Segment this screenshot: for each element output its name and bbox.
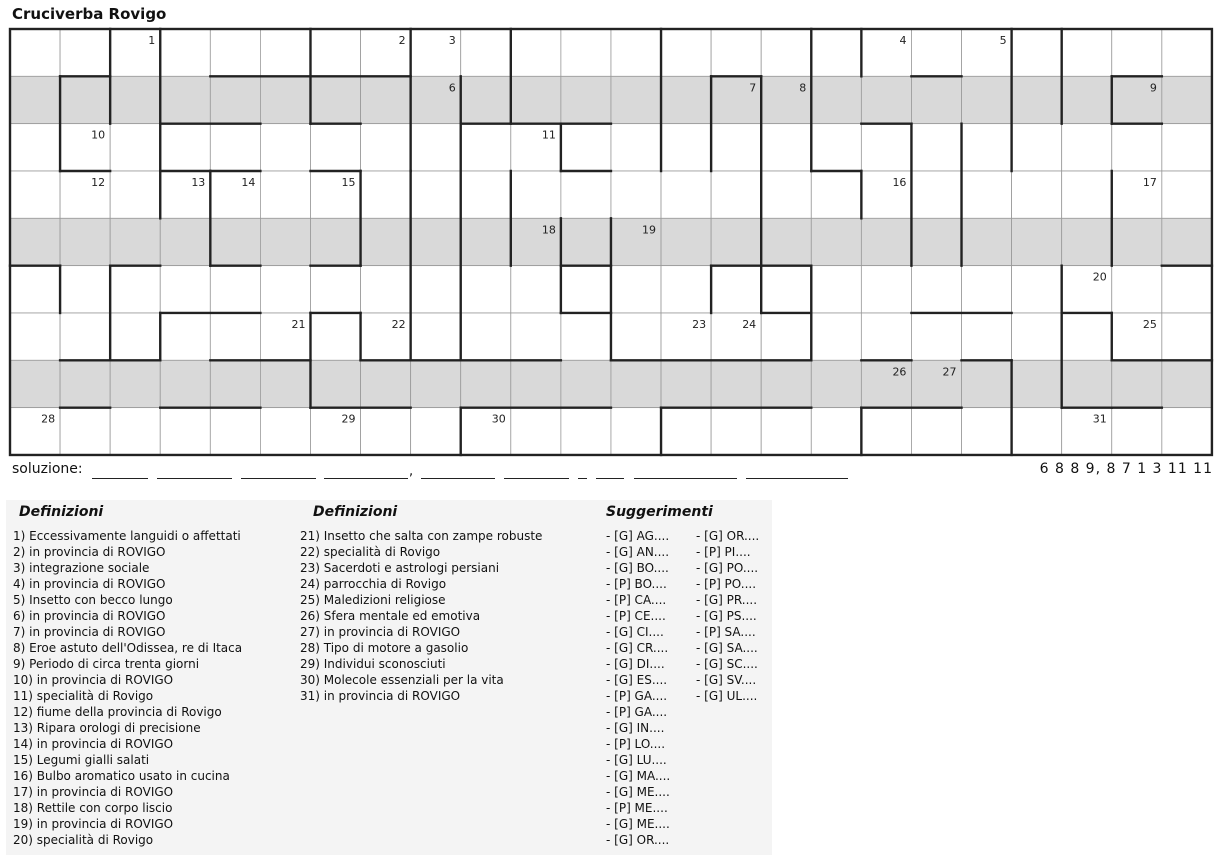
grid-cell[interactable] — [761, 408, 811, 455]
grid-cell[interactable] — [811, 29, 861, 76]
grid-cell[interactable] — [1112, 408, 1162, 455]
grid-cell[interactable] — [911, 171, 961, 218]
grid-cell[interactable] — [1012, 29, 1062, 76]
grid-cell[interactable] — [711, 360, 761, 407]
clue-item: 2) in provincia di ROVIGO — [13, 545, 166, 559]
clue-number: 11 — [541, 128, 556, 142]
solution-blank[interactable] — [241, 470, 316, 479]
clue-item: 26) Sfera mentale ed emotiva — [300, 609, 481, 623]
clue-item: 20) specialità di Rovigo — [13, 833, 154, 847]
grid-cell[interactable] — [911, 313, 961, 360]
grid-cell[interactable] — [310, 29, 360, 76]
grid-cell[interactable] — [1012, 76, 1062, 123]
grid-cell[interactable] — [411, 171, 461, 218]
clue-item: 9) Periodo di circa trenta giorni — [13, 657, 200, 671]
grid-cell[interactable] — [711, 29, 761, 76]
grid-cell[interactable] — [511, 171, 561, 218]
grid-cell[interactable] — [861, 408, 911, 455]
grid-cell[interactable] — [1162, 313, 1212, 360]
grid-cell[interactable] — [110, 408, 160, 455]
grid-cell[interactable] — [761, 360, 811, 407]
solution-comma: , — [409, 464, 414, 479]
grid-cell[interactable] — [811, 218, 861, 265]
clue-item: 22) specialità di Rovigo — [300, 545, 441, 559]
grid-cell[interactable] — [1012, 360, 1062, 407]
grid-cell[interactable] — [210, 124, 260, 171]
grid-cell[interactable] — [761, 313, 811, 360]
solution-word-lengths: 6 8 8 9, 8 7 1 3 11 11 — [1039, 461, 1213, 477]
hint-item: - [G] CI.... — [606, 625, 664, 639]
clue-item: 25) Maledizioni religiose — [300, 593, 446, 607]
clue-item: 23) Sacerdoti e astrologi persiani — [300, 561, 500, 575]
solution-blank[interactable] — [157, 470, 232, 479]
clue-number: 29 — [341, 412, 356, 426]
clue-item: 5) Insetto con becco lungo — [13, 593, 173, 607]
clue-list-left — [13, 528, 242, 848]
solution-blank[interactable] — [324, 470, 408, 479]
grid-cell[interactable] — [160, 313, 210, 360]
hint-item: - [P] GA.... — [606, 705, 668, 719]
clue-item: 3) integrazione sociale — [13, 561, 150, 575]
grid-cell[interactable] — [1162, 360, 1212, 407]
grid-cell[interactable] — [60, 76, 110, 123]
clue-number: 16 — [892, 175, 907, 189]
grid-cell[interactable] — [310, 218, 360, 265]
grid-cell[interactable] — [1162, 76, 1212, 123]
grid-cell[interactable] — [1162, 218, 1212, 265]
hint-item: - [G] LU.... — [606, 753, 667, 767]
clue-list-right — [300, 528, 542, 704]
grid-cell[interactable] — [611, 76, 661, 123]
hint-item: - [P] CE.... — [606, 609, 666, 623]
grid-cell[interactable] — [911, 266, 961, 313]
grid-cell[interactable] — [1012, 124, 1062, 171]
hint-item: - [P] PI.... — [696, 545, 751, 559]
grid-cell[interactable] — [661, 124, 711, 171]
grid-cell[interactable] — [911, 124, 961, 171]
grid-cell[interactable] — [711, 124, 761, 171]
grid-cell[interactable] — [160, 29, 210, 76]
clue-item: 19) in provincia di ROVIGO — [13, 817, 174, 831]
clue-number: 2 — [398, 34, 406, 47]
grid-cell[interactable] — [110, 360, 160, 407]
hint-item: - [G] SA.... — [696, 641, 758, 655]
solution-blank[interactable] — [92, 470, 148, 479]
grid-cell[interactable] — [962, 313, 1012, 360]
clue-number: 7 — [749, 81, 757, 95]
grid-cell[interactable] — [661, 360, 711, 407]
grid-cell[interactable] — [711, 266, 761, 313]
definitions-heading-1: Definizioni — [19, 504, 104, 520]
grid-cell[interactable] — [761, 124, 811, 171]
grid-cell[interactable] — [461, 266, 511, 313]
solution-blank[interactable] — [746, 470, 848, 479]
grid-cell[interactable] — [10, 218, 60, 265]
grid-cell[interactable] — [661, 171, 711, 218]
grid-cell[interactable] — [561, 76, 611, 123]
grid-cell[interactable] — [310, 313, 360, 360]
clue-number: 20 — [1092, 270, 1107, 284]
grid-cell[interactable] — [411, 313, 461, 360]
grid-cell[interactable] — [260, 171, 310, 218]
grid-cell[interactable] — [761, 218, 811, 265]
grid-cell[interactable] — [160, 360, 210, 407]
grid-cell[interactable] — [310, 360, 360, 407]
grid-cell[interactable] — [1162, 266, 1212, 313]
grid-cell[interactable] — [461, 313, 511, 360]
grid-cell[interactable] — [461, 29, 511, 76]
grid-cell[interactable] — [411, 218, 461, 265]
grid-cell[interactable] — [511, 29, 561, 76]
grid-cell[interactable] — [260, 218, 310, 265]
hint-list-1 — [606, 528, 670, 848]
hint-item: - [G] DI.... — [606, 657, 665, 671]
grid-cell[interactable] — [260, 29, 310, 76]
grid-cell[interactable] — [310, 266, 360, 313]
grid-cell[interactable] — [561, 408, 611, 455]
grid-cell[interactable] — [561, 360, 611, 407]
grid-cell[interactable] — [1062, 124, 1112, 171]
grid-cell[interactable] — [260, 266, 310, 313]
hint-item: - [G] IN.... — [606, 721, 665, 735]
grid-cell[interactable] — [761, 171, 811, 218]
hint-item: - [P] GA.... — [606, 689, 668, 703]
hint-item: - [G] AN.... — [606, 545, 670, 559]
grid-cell[interactable] — [1162, 171, 1212, 218]
clue-number: 23 — [692, 317, 707, 331]
solution-blank[interactable] — [596, 470, 624, 479]
grid-cell[interactable] — [911, 76, 961, 123]
solution-blank[interactable] — [634, 470, 737, 479]
page-title: Cruciverba Rovigo — [12, 5, 167, 23]
grid-cell[interactable] — [310, 124, 360, 171]
grid-cell[interactable] — [1112, 360, 1162, 407]
grid-cell[interactable] — [661, 76, 711, 123]
grid-cell[interactable] — [1162, 124, 1212, 171]
grid-cell[interactable] — [10, 76, 60, 123]
hint-item: - [G] ES.... — [606, 673, 668, 687]
clue-number: 31 — [1092, 412, 1107, 426]
grid-cell[interactable] — [1012, 218, 1062, 265]
grid-cell[interactable] — [411, 266, 461, 313]
grid-cell[interactable] — [611, 266, 661, 313]
clue-item: 11) specialità di Rovigo — [13, 689, 154, 703]
grid-cell[interactable] — [110, 76, 160, 123]
grid-cell[interactable] — [661, 408, 711, 455]
grid-cell[interactable] — [561, 266, 611, 313]
clue-item: 10) in provincia di ROVIGO — [13, 673, 174, 687]
grid-cell[interactable] — [110, 124, 160, 171]
hint-item: - [G] SC.... — [696, 657, 758, 671]
grid-cell[interactable] — [10, 266, 60, 313]
grid-cell[interactable] — [461, 218, 511, 265]
grid-cell[interactable] — [461, 76, 511, 123]
grid-cell[interactable] — [160, 408, 210, 455]
grid-cell[interactable] — [361, 360, 411, 407]
hint-item: - [G] PO.... — [696, 561, 759, 575]
grid-cell[interactable] — [260, 408, 310, 455]
clue-number: 22 — [391, 317, 406, 331]
clue-number: 21 — [291, 317, 306, 331]
hint-item: - [P] PO.... — [696, 577, 757, 591]
grid-cell[interactable] — [962, 266, 1012, 313]
hint-item: - [P] CA.... — [606, 593, 667, 607]
grid-cell[interactable] — [511, 313, 561, 360]
grid-cell[interactable] — [1162, 408, 1212, 455]
clue-number: 9 — [1149, 81, 1157, 95]
clue-number: 8 — [799, 81, 807, 95]
clue-number: 17 — [1142, 175, 1157, 189]
grid-cell[interactable] — [60, 313, 110, 360]
grid-cell[interactable] — [861, 76, 911, 123]
clue-number: 10 — [91, 128, 106, 142]
grid-cell[interactable] — [110, 313, 160, 360]
grid-cell[interactable] — [10, 313, 60, 360]
clue-number: 15 — [341, 175, 356, 189]
grid-cell[interactable] — [511, 76, 561, 123]
grid-cell[interactable] — [861, 313, 911, 360]
clue-item: 12) fiume della provincia di Rovigo — [13, 705, 222, 719]
grid-cell[interactable] — [761, 266, 811, 313]
grid-cell[interactable] — [260, 76, 310, 123]
grid-cell[interactable] — [411, 124, 461, 171]
hint-item: - [G] PR.... — [696, 593, 758, 607]
grid-cell[interactable] — [160, 124, 210, 171]
grid-cell[interactable] — [962, 124, 1012, 171]
grid-cell[interactable] — [561, 313, 611, 360]
grid-cell[interactable] — [1012, 313, 1062, 360]
grid-cell[interactable] — [1062, 360, 1112, 407]
grid-cell[interactable] — [1112, 266, 1162, 313]
grid-cell[interactable] — [611, 408, 661, 455]
grid-cell[interactable] — [561, 218, 611, 265]
grid-cell[interactable] — [661, 266, 711, 313]
grid-cell[interactable] — [1012, 171, 1062, 218]
clue-number: 24 — [742, 317, 757, 331]
grid-cell[interactable] — [811, 76, 861, 123]
hint-item: - [G] SV.... — [696, 673, 757, 687]
clue-item: 27) in provincia di ROVIGO — [300, 625, 461, 639]
hint-item: - [P] SA.... — [696, 625, 756, 639]
grid-cell[interactable] — [1062, 171, 1112, 218]
solution-blank[interactable] — [578, 470, 587, 479]
clue-item: 4) in provincia di ROVIGO — [13, 577, 166, 591]
grid-cell[interactable] — [210, 408, 260, 455]
grid-cell[interactable] — [10, 124, 60, 171]
clue-number: 1 — [148, 34, 156, 47]
grid-cell[interactable] — [210, 76, 260, 123]
grid-cell[interactable] — [911, 408, 961, 455]
clue-item: 15) Legumi gialli salati — [13, 753, 150, 767]
solution-blank[interactable] — [504, 470, 569, 479]
grid-cell[interactable] — [811, 266, 861, 313]
grid-cell[interactable] — [1112, 124, 1162, 171]
grid-cell[interactable] — [1062, 29, 1112, 76]
hint-item: - [G] ME.... — [606, 785, 670, 799]
clue-number: 18 — [541, 223, 556, 237]
grid-cell[interactable] — [511, 408, 561, 455]
clue-item: 1) Eccessivamente languidi o affettati — [13, 529, 241, 543]
grid-cell[interactable] — [611, 313, 661, 360]
grid-cell[interactable] — [561, 29, 611, 76]
clue-number: 26 — [892, 365, 907, 379]
clue-item: 24) parrocchia di Rovigo — [300, 577, 447, 591]
grid-cell[interactable] — [160, 266, 210, 313]
clue-number: 30 — [491, 412, 506, 426]
clue-item: 18) Rettile con corpo liscio — [13, 801, 173, 815]
grid-cell[interactable] — [811, 360, 861, 407]
solution-label: soluzione: — [12, 461, 83, 477]
clue-item: 28) Tipo di motore a gasolio — [300, 641, 469, 655]
grid-cell[interactable] — [210, 313, 260, 360]
clue-item: 29) Individui sconosciuti — [300, 657, 446, 671]
grid-cell[interactable] — [60, 29, 110, 76]
grid-cell[interactable] — [611, 29, 661, 76]
clue-number: 14 — [241, 175, 256, 189]
grid-cell[interactable] — [1012, 266, 1062, 313]
grid-cell[interactable] — [561, 171, 611, 218]
hint-item: - [P] LO.... — [606, 737, 666, 751]
grid-cell[interactable] — [962, 360, 1012, 407]
clue-number: 12 — [91, 175, 106, 189]
grid-cell[interactable] — [60, 360, 110, 407]
grid-cell[interactable] — [461, 360, 511, 407]
grid-cell[interactable] — [661, 218, 711, 265]
grid-cell[interactable] — [861, 124, 911, 171]
grid-cell[interactable] — [110, 171, 160, 218]
grid-cell[interactable] — [361, 76, 411, 123]
clue-number: 3 — [448, 34, 456, 47]
clue-item: 30) Molecole essenziali per la vita — [300, 673, 504, 687]
grid-cell[interactable] — [711, 171, 761, 218]
grid-cell[interactable] — [361, 266, 411, 313]
grid-cell[interactable] — [210, 29, 260, 76]
grid-cell[interactable] — [711, 218, 761, 265]
clue-item: 14) in provincia di ROVIGO — [13, 737, 174, 751]
hint-item: - [G] ME.... — [606, 817, 670, 831]
grid-cell[interactable] — [1112, 218, 1162, 265]
grid-cell[interactable] — [611, 171, 661, 218]
grid-cell[interactable] — [661, 29, 711, 76]
grid-cell[interactable] — [160, 218, 210, 265]
grid-cell[interactable] — [962, 76, 1012, 123]
hint-list-2 — [696, 528, 759, 704]
clue-item: 13) Ripara orologi di precisione — [13, 721, 201, 735]
grid-cell[interactable] — [761, 29, 811, 76]
grid-cell[interactable] — [361, 124, 411, 171]
grid-cell[interactable] — [1062, 218, 1112, 265]
grid-cell[interactable] — [811, 171, 861, 218]
grid-cell[interactable] — [911, 218, 961, 265]
grid-cell[interactable] — [811, 124, 861, 171]
clue-number: 27 — [942, 365, 957, 379]
grid-cell[interactable] — [60, 408, 110, 455]
grid-cell[interactable] — [361, 218, 411, 265]
grid-cell[interactable] — [260, 124, 310, 171]
grid-cell[interactable] — [411, 408, 461, 455]
clue-item: 8) Eroe astuto dell'Odissea, re di Itaca — [13, 641, 243, 655]
grid-cell[interactable] — [861, 218, 911, 265]
hint-item: - [P] ME.... — [606, 801, 668, 815]
grid-cell[interactable] — [10, 360, 60, 407]
grid-cell[interactable] — [511, 360, 561, 407]
grid-cell[interactable] — [160, 76, 210, 123]
grid-cell[interactable] — [1062, 313, 1112, 360]
clue-number: 13 — [191, 175, 206, 189]
grid-cell[interactable] — [461, 171, 511, 218]
clue-item: 6) in provincia di ROVIGO — [13, 609, 166, 623]
grid-cell[interactable] — [1162, 29, 1212, 76]
grid-cell[interactable] — [461, 124, 511, 171]
hint-item: - [G] OR.... — [606, 833, 670, 847]
grid-cell[interactable] — [511, 266, 561, 313]
clue-item: 7) in provincia di ROVIGO — [13, 625, 166, 639]
grid-cell[interactable] — [811, 408, 861, 455]
grid-cell[interactable] — [411, 360, 461, 407]
clue-number: 28 — [41, 412, 56, 426]
grid-cell[interactable] — [10, 171, 60, 218]
grid-cell[interactable] — [60, 218, 110, 265]
hint-item: - [G] PS.... — [696, 609, 757, 623]
hint-item: - [G] CR.... — [606, 641, 669, 655]
grid-cell[interactable] — [210, 218, 260, 265]
solution-blank[interactable] — [421, 470, 495, 479]
grid-cell[interactable] — [861, 266, 911, 313]
grid-cell[interactable] — [711, 408, 761, 455]
grid-cell[interactable] — [962, 408, 1012, 455]
grid-cell[interactable] — [361, 408, 411, 455]
grid-cell[interactable] — [962, 171, 1012, 218]
grid-cell[interactable] — [611, 124, 661, 171]
hint-item: - [G] UL.... — [696, 689, 758, 703]
clue-item: 17) in provincia di ROVIGO — [13, 785, 174, 799]
grid-cell[interactable] — [110, 266, 160, 313]
grid-cell[interactable] — [962, 218, 1012, 265]
grid-cell[interactable] — [911, 29, 961, 76]
clue-number: 25 — [1142, 317, 1157, 331]
grid-cell[interactable] — [1062, 76, 1112, 123]
grid-cell[interactable] — [110, 218, 160, 265]
hint-item: - [G] BO.... — [606, 561, 669, 575]
clue-item: 31) in provincia di ROVIGO — [300, 689, 461, 703]
grid-cell[interactable] — [361, 171, 411, 218]
hint-item: - [G] OR.... — [696, 529, 760, 543]
grid-cell[interactable] — [210, 266, 260, 313]
grid-cell[interactable] — [1012, 408, 1062, 455]
clue-number: 4 — [899, 34, 907, 47]
clue-item: 16) Bulbo aromatico usato in cucina — [13, 769, 230, 783]
hint-item: - [P] BO.... — [606, 577, 667, 591]
grid-cell[interactable] — [611, 360, 661, 407]
hint-item: - [G] AG.... — [606, 529, 670, 543]
grid-cell[interactable] — [1112, 29, 1162, 76]
grid-cell[interactable] — [310, 76, 360, 123]
grid-cell[interactable] — [10, 29, 60, 76]
clue-number: 6 — [448, 81, 456, 95]
grid-cell[interactable] — [60, 266, 110, 313]
clue-item: 21) Insetto che salta con zampe robuste — [300, 529, 543, 543]
clue-number: 19 — [642, 223, 657, 237]
grid-cell[interactable] — [561, 124, 611, 171]
hint-item: - [G] MA.... — [606, 769, 671, 783]
grid-cell[interactable] — [210, 360, 260, 407]
grid-cell[interactable] — [260, 360, 310, 407]
clue-number: 5 — [999, 34, 1007, 47]
hints-heading: Suggerimenti — [606, 504, 713, 520]
grid-cell[interactable] — [811, 313, 861, 360]
definitions-heading-2: Definizioni — [313, 504, 398, 520]
